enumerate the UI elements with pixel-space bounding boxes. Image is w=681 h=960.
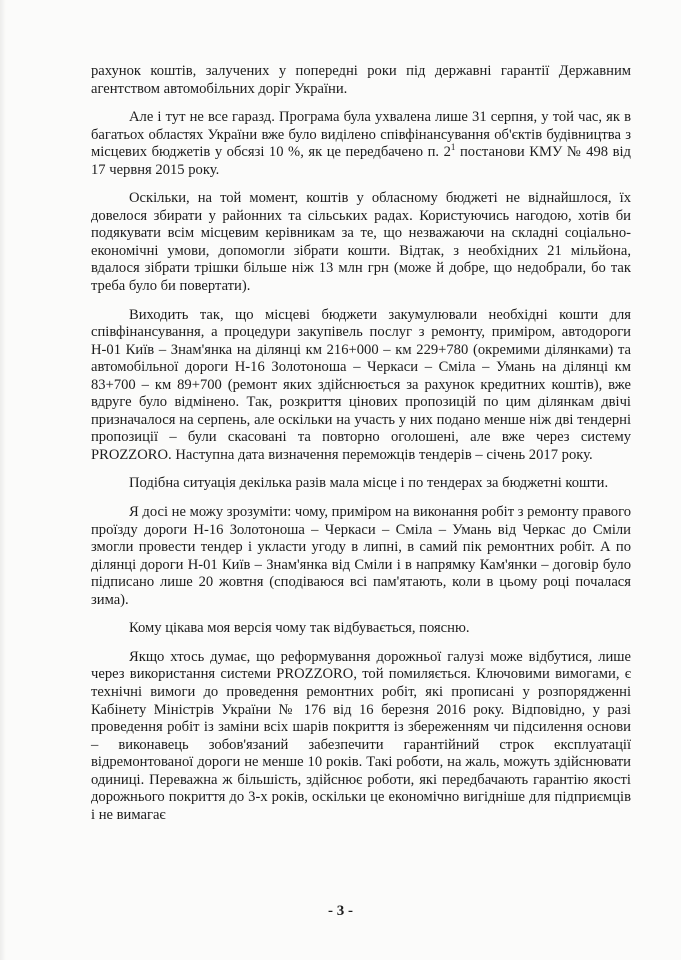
paragraph-2-text-start: Але і тут не все гаразд. Програма була ухвалена лише 31 серпня, у той час, як в багатьох областях України вже було виділено співфінансування об'єктів будівництва з місцевих бюджетів у обсязі 10 %, як це передбачено п. 2 [91,109,631,161]
paragraph-3: Оскільки, на той момент, коштів у обласному бюджеті не віднайшлося, їх довелося збирати у районних та сільських радах. Користуючись нагодою, хотів би подякувати всім місцевим керівникам за те, що незважаючи на складні соціально-економічні умови, допомогли зібрати кошти. Відтак, з необхідних 21 мільйона, вдалося зібрати трішки більше ніж 13 млн грн (може й добре, що недобрали, бо так треба було би повертати). [91,190,631,295]
paragraph-5: Подібна ситуація декілька разів мала місце і по тендерах за бюджетні кошти. [129,475,609,492]
paragraph-8: Якщо хтось думає, що реформування дорожньої галузі може відбутися, лише через використання системи PROZZORO, той помиляється. Ключовими вимогами, є технічні вимоги до проведення ремонтних робіт, які прописані у розпорядженні Кабінету Міністрів України № 176 від 16 березня 2016 року. Відповідно, у разі проведення робіт із заміни всіх шарів покриття із збереженням чи підсилення основи – виконавець зобов'язаний забезпечити гарантійний строк експлуатації відремонтованої дороги не менше 10 років. Такі роботи, на жаль, можуть здійснювати одиниці. Переважна ж більшість, здійснює роботи, які передбачають гарантію якості дорожнього покриття до 3-х років, оскільки це економічно вигідніше для підприємців і не вимагає [91,648,631,823]
paragraph-2 [91,109,631,179]
paragraph-7: Кому цікава моя версія чому так відбувається, поясню. [129,620,470,637]
page-edge-shadow [0,0,6,960]
page-number: - 3 - [328,903,353,919]
document-body [91,63,631,835]
footnote-superscript: 1 [450,142,456,153]
paragraph-6: Я досі не можу зрозуміти: чому, приміром на виконання робіт з ремонту правого проїзду дороги Н-16 Золотоноша – Черкаси – Сміла – Умань від Черкас до Сміли змогли провести тендер і укласти угоду в липні, в самий пік ремонтних робіт. А по ділянці дороги Н-01 Київ – Знам'янка від Сміли і в напрямку Кам'янки – договір було підписано лише 20 жовтня (сподіваюся всі пам'ятають, коли в цьому році почалася зима). [91,504,631,608]
paragraph-4: Виходить так, що місцеві бюджети закумулювали необхідні кошти для співфінансування, а процедури закупівель послуг з ремонту, приміром, автодороги Н-01 Київ – Знам'янка на ділянці км 216+000 – км 229+780 (окремими ділянками) та автомобільної дороги Н-16 Золотоноша – Черкаси – Сміла – Умань на ділянці км 83+700 – км 89+700 (ремонт яких здійснюється за рахунок кредитних коштів), вже вдруге було відмінено. Так, розкриття цінових пропозицій по цим ділянкам двічі призначалося на серпень, але оскільки на участь у них подано менше ніж дві тендерні пропозиції – були скасовані та повторно оголошені, але вже через систему PROZZORO. Наступна дата визначення переможців тендерів – січень 2017 року. [91,306,631,463]
paragraph-2-text-end: постанови КМУ № 498 від 17 червня 2015 року. [91,144,631,178]
paragraph-1: рахунок коштів, залучених у попередні роки під державні гарантії Державним агентством автомобільних доріг України. [91,63,631,97]
